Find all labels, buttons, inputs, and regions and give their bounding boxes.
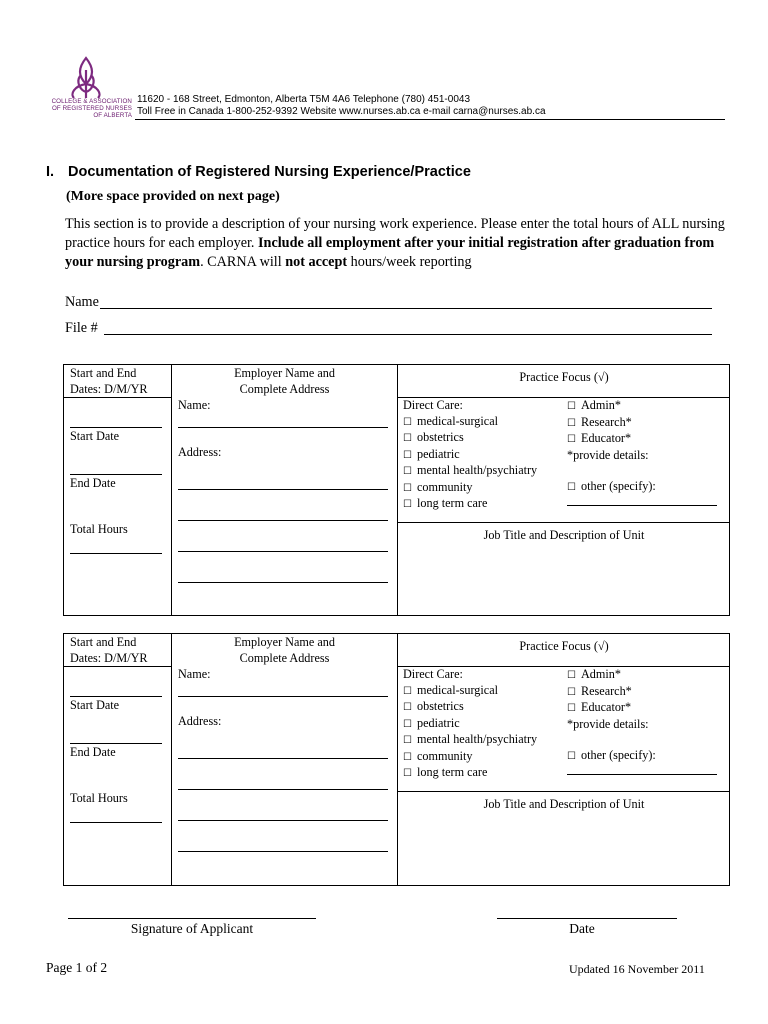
name-field-label: Name xyxy=(65,294,99,310)
option-medical-surgical[interactable]: ☐ medical-surgical xyxy=(403,683,537,700)
checkbox-icon[interactable]: ☐ xyxy=(403,702,412,713)
address-line-field[interactable] xyxy=(178,520,388,521)
address-line-field[interactable] xyxy=(178,489,388,490)
checkbox-icon[interactable]: ☐ xyxy=(567,703,576,714)
option-medical-surgical[interactable]: ☐ medical-surgical xyxy=(403,414,537,431)
start-date-field[interactable] xyxy=(70,427,162,428)
end-date-label: End Date xyxy=(70,476,116,490)
employer-name-field[interactable] xyxy=(178,427,388,428)
practice-focus-header: Practice Focus (√) xyxy=(519,370,609,384)
provide-details-label: *provide details: xyxy=(567,447,649,462)
end-date-field[interactable] xyxy=(70,743,162,744)
option-admin[interactable]: ☐ Admin* xyxy=(567,667,656,684)
option-admin[interactable]: ☐ Admin* xyxy=(567,398,656,415)
updated-date: Updated 16 November 2011 xyxy=(569,962,705,976)
total-hours-field[interactable] xyxy=(70,553,162,554)
section-number: I. xyxy=(46,164,55,180)
option-research[interactable]: ☐ Research* xyxy=(567,415,656,432)
option-pediatric[interactable]: ☐ pediatric xyxy=(403,716,537,733)
job-title-label: Job Title and Description of Unit xyxy=(483,528,645,542)
option-educator[interactable]: ☐ Educator* xyxy=(567,700,656,717)
employer-header: Employer Name and Complete Address xyxy=(234,366,335,396)
checkbox-icon[interactable]: ☐ xyxy=(403,466,412,477)
file-field-label: File # xyxy=(65,320,98,336)
address-line-field[interactable] xyxy=(178,851,388,852)
employer-address-label: Address: xyxy=(178,445,222,459)
practice-table-1 xyxy=(63,364,730,616)
option-community[interactable]: ☐ community xyxy=(403,749,537,766)
checkbox-icon[interactable]: ☐ xyxy=(403,751,412,763)
option-mental-health[interactable]: ☐ mental health/psychiatry xyxy=(403,463,537,480)
direct-care-label: Direct Care: xyxy=(403,398,463,412)
other-specify-field[interactable] xyxy=(567,774,717,775)
signature-date-field[interactable] xyxy=(497,918,677,919)
dates-header: Start and End Dates: D/M/YR xyxy=(70,635,148,665)
other-focus-list xyxy=(567,667,656,764)
checkbox-icon[interactable]: ☐ xyxy=(567,417,576,429)
checkbox-icon[interactable]: ☐ xyxy=(403,718,412,730)
dates-header: Start and End Dates: D/M/YR xyxy=(70,366,148,396)
instructions-paragraph: This section is to provide a description of your nursing work experience. Please enter the total hours of ALL nursing practice hours for each employer. Include all employment after your initial registration after graduation from your nursing program. CARNA will not accept hours/week reporting xyxy=(65,216,725,270)
address-line-field[interactable] xyxy=(178,551,388,552)
total-hours-label: Total Hours xyxy=(70,522,128,536)
option-community[interactable]: ☐ community xyxy=(403,480,537,497)
practice-table-2 xyxy=(63,633,730,886)
checkbox-icon[interactable]: ☐ xyxy=(567,686,576,698)
option-obstetrics[interactable]: ☐ obstetrics xyxy=(403,699,537,716)
option-long-term-care[interactable]: ☐ long term care xyxy=(403,496,537,513)
practice-focus-header: Practice Focus (√) xyxy=(519,639,609,653)
checkbox-icon[interactable]: ☐ xyxy=(567,750,576,762)
other-focus-list xyxy=(567,398,656,495)
other-specify-field[interactable] xyxy=(567,505,717,506)
option-long-term-care[interactable]: ☐ long term care xyxy=(403,765,537,782)
logo-wordmark: COLLEGE & ASSOCIATION OF REGISTERED NURSES OF ALBERTA xyxy=(51,98,132,120)
checkbox-icon[interactable]: ☐ xyxy=(567,401,576,412)
checkbox-icon[interactable]: ☐ xyxy=(403,449,412,461)
checkbox-icon[interactable]: ☐ xyxy=(403,768,412,779)
option-other[interactable]: ☐ other (specify): xyxy=(567,748,656,765)
checkbox-icon[interactable]: ☐ xyxy=(567,481,576,493)
direct-care-list xyxy=(403,398,537,513)
end-date-label: End Date xyxy=(70,745,116,759)
job-title-label: Job Title and Description of Unit xyxy=(483,797,645,811)
checkbox-icon[interactable]: ☐ xyxy=(403,685,412,697)
name-field[interactable] xyxy=(100,308,712,309)
address-line-2: Toll Free in Canada 1-800-252-9392 Website www.nurses.ab.ca e-mail carna@nurses.ab.ca xyxy=(137,105,546,117)
employer-name-label: Name: xyxy=(178,398,211,412)
direct-care-list xyxy=(403,667,537,782)
employer-name-field[interactable] xyxy=(178,696,388,697)
address-line-field[interactable] xyxy=(178,758,388,759)
employer-header: Employer Name and Complete Address xyxy=(234,635,335,665)
total-hours-field[interactable] xyxy=(70,822,162,823)
address-line-1: 11620 - 168 Street, Edmonton, Alberta T5M 4A6 Telephone (780) 451-0043 xyxy=(137,94,471,105)
file-number-field[interactable] xyxy=(104,334,712,335)
checkbox-icon[interactable]: ☐ xyxy=(403,416,412,428)
end-date-field[interactable] xyxy=(70,474,162,475)
provide-details-label: *provide details: xyxy=(567,716,649,731)
start-date-field[interactable] xyxy=(70,696,162,697)
address-line-field[interactable] xyxy=(178,582,388,583)
option-research[interactable]: ☐ Research* xyxy=(567,684,656,701)
direct-care-label: Direct Care: xyxy=(403,667,463,681)
start-date-label: Start Date xyxy=(70,429,120,443)
contact-address xyxy=(137,94,546,117)
checkbox-icon[interactable]: ☐ xyxy=(403,482,412,494)
section-title-text: Documentation of Registered Nursing Experience/Practice xyxy=(68,164,471,180)
checkbox-icon[interactable]: ☐ xyxy=(567,670,576,681)
option-other[interactable]: ☐ other (specify): xyxy=(567,479,656,496)
start-date-label: Start Date xyxy=(70,698,120,712)
option-mental-health[interactable]: ☐ mental health/psychiatry xyxy=(403,732,537,749)
employer-address-label: Address: xyxy=(178,714,222,728)
checkbox-icon[interactable]: ☐ xyxy=(403,735,412,746)
option-educator[interactable]: ☐ Educator* xyxy=(567,431,656,448)
option-pediatric[interactable]: ☐ pediatric xyxy=(403,447,537,464)
address-line-field[interactable] xyxy=(178,820,388,821)
employer-name-label: Name: xyxy=(178,667,211,681)
more-space-note: (More space provided on next page) xyxy=(66,189,280,204)
checkbox-icon[interactable]: ☐ xyxy=(403,499,412,510)
applicant-signature-field[interactable] xyxy=(68,918,316,919)
checkbox-icon[interactable]: ☐ xyxy=(403,433,412,444)
date-label: Date xyxy=(569,921,595,936)
header-divider xyxy=(135,119,725,120)
signature-label: Signature of Applicant xyxy=(130,921,254,936)
address-line-field[interactable] xyxy=(178,789,388,790)
section-title xyxy=(46,164,471,180)
option-obstetrics[interactable]: ☐ obstetrics xyxy=(403,430,537,447)
page-number: Page 1 of 2 xyxy=(46,960,108,975)
checkbox-icon[interactable]: ☐ xyxy=(567,434,576,445)
total-hours-label: Total Hours xyxy=(70,791,128,805)
